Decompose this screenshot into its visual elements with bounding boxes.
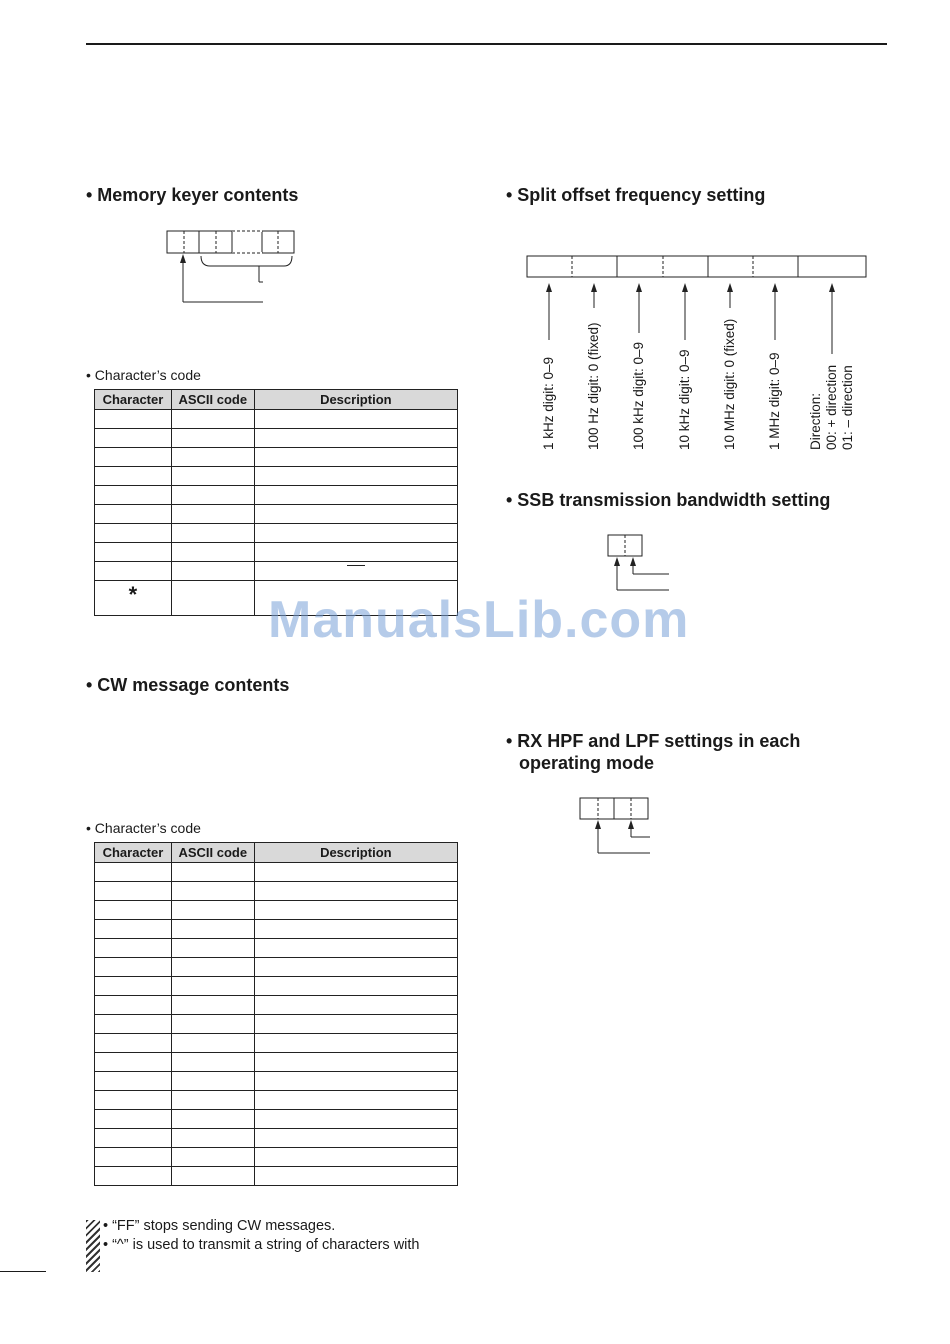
heading-ssb-bandwidth: • SSB transmission bandwidth setting bbox=[506, 490, 831, 510]
header-description: Description bbox=[254, 843, 457, 863]
note-ff: • “FF” stops sending CW messages. bbox=[103, 1218, 336, 1234]
label-10mhz-digit: 10 MHz digit: 0 (fixed) bbox=[722, 318, 737, 450]
watermark-text: ManualsLib.com bbox=[268, 591, 690, 649]
header-character: Character bbox=[95, 843, 172, 863]
header-character: Character bbox=[95, 390, 172, 410]
label-1khz-digit: 1 kHz digit: 0–9 bbox=[541, 356, 556, 450]
character-code-label-2: • Character’s code bbox=[86, 820, 201, 836]
label-100hz-digit: 100 Hz digit: 0 (fixed) bbox=[586, 322, 601, 450]
heading-memory-keyer: • Memory keyer contents bbox=[86, 185, 299, 205]
asterisk-cell: * bbox=[95, 581, 172, 616]
header-ascii-code: ASCII code bbox=[171, 843, 254, 863]
label-direction-minus: 01: – direction bbox=[840, 365, 855, 450]
heading-split-offset: • Split offset frequency setting bbox=[506, 185, 766, 205]
label-direction: Direction: bbox=[808, 392, 823, 450]
heading-rx-filter-line2: operating mode bbox=[519, 753, 655, 773]
label-direction-plus: 00: + direction bbox=[824, 364, 839, 450]
header-ascii-code: ASCII code bbox=[171, 390, 254, 410]
heading-rx-filter: • RX HPF and LPF settings in each bbox=[506, 731, 801, 751]
character-code-label-1: • Character’s code bbox=[86, 367, 201, 383]
label-10khz-digit: 10 kHz digit: 0–9 bbox=[677, 349, 692, 450]
header-description: Description bbox=[254, 390, 457, 410]
label-100khz-digit: 100 kHz digit: 0–9 bbox=[631, 341, 646, 450]
note-caret: • “^” is used to transmit a string of characters with bbox=[103, 1237, 420, 1253]
label-1mhz-digit: 1 MHz digit: 0–9 bbox=[767, 352, 782, 450]
heading-cw-message: • CW message contents bbox=[86, 675, 290, 695]
